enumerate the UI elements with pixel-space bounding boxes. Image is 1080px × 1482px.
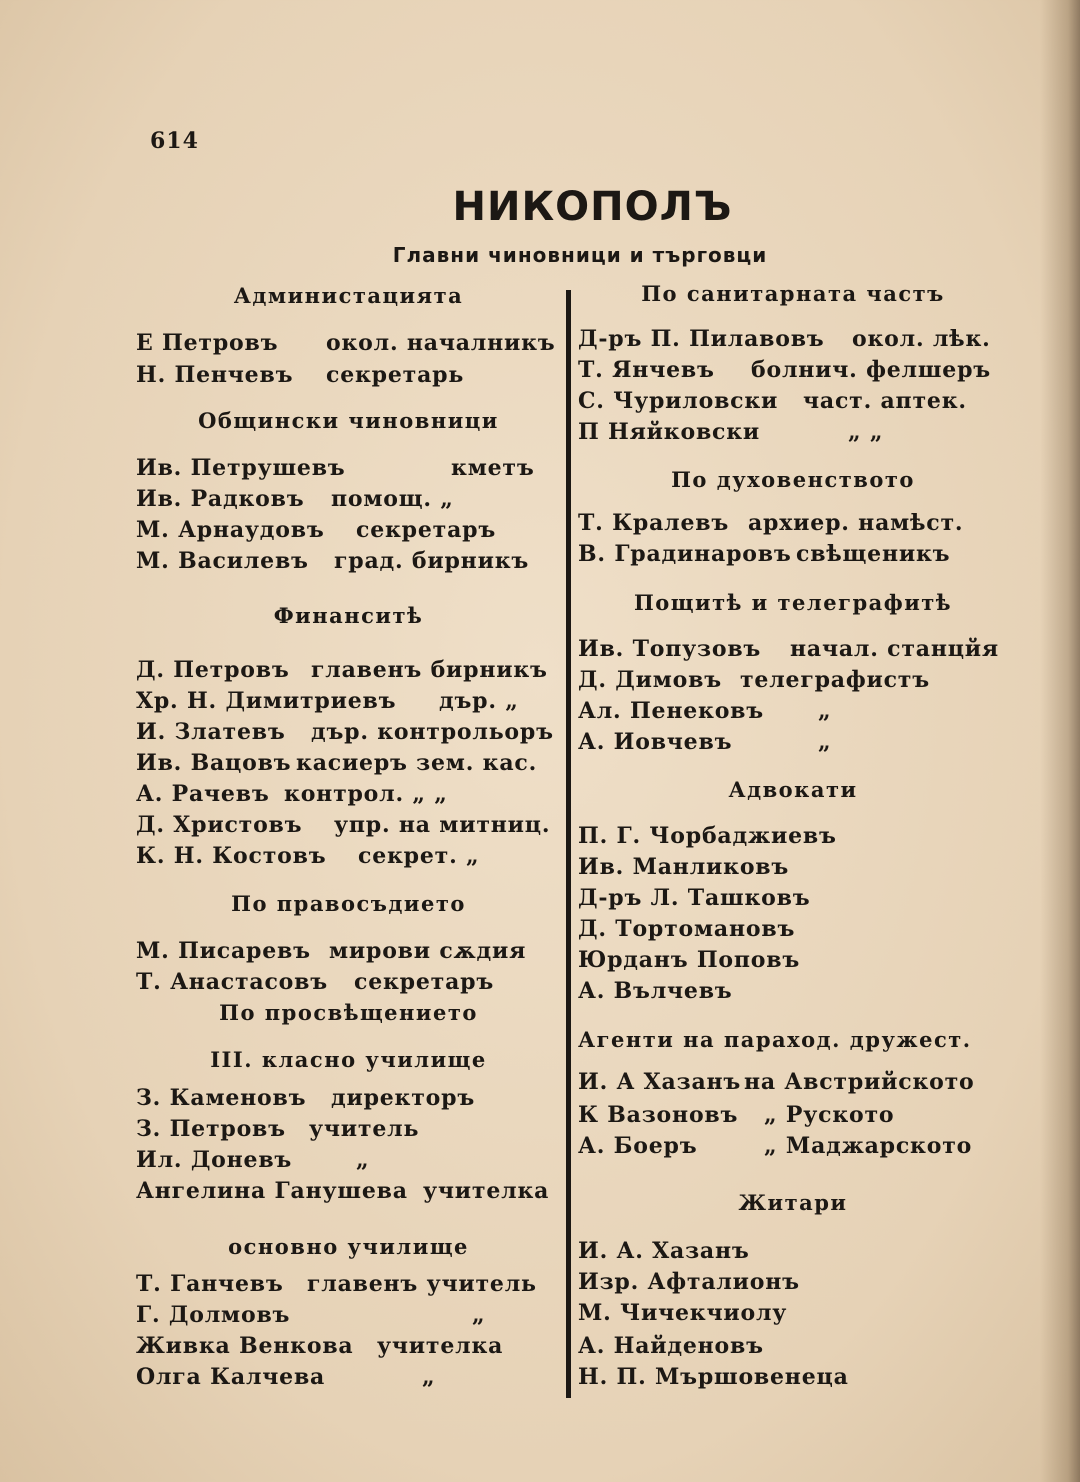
person-role: телеграфистъ xyxy=(740,667,930,693)
section-heading-municipal: Общински чиновници xyxy=(198,408,499,433)
person-name: П. Г. Чорбаджиевъ xyxy=(578,823,837,849)
person-name: Т. Ганчевъ xyxy=(136,1271,284,1297)
list-item xyxy=(136,657,561,687)
person-name: Хр. Н. Димитриевъ xyxy=(136,688,397,714)
person-name: Д-ръ Л. Ташковъ xyxy=(578,885,811,911)
person-name: Д. Димовъ xyxy=(578,667,722,693)
section-heading-grain-merchants: Житари xyxy=(738,1190,848,1215)
person-role: кметъ xyxy=(451,455,535,481)
list-item xyxy=(578,667,1008,697)
column-divider xyxy=(566,290,571,1398)
person-name: Д. Христовъ xyxy=(136,812,303,838)
person-role: архиер. намѣст. xyxy=(748,510,964,536)
section-heading-administration: Администацията xyxy=(233,283,464,308)
list-item xyxy=(578,1333,1008,1363)
person-role: учителка xyxy=(423,1178,550,1204)
person-role: мирови сѫдия xyxy=(329,938,527,964)
person-role: окол. началникъ xyxy=(326,330,556,356)
person-name: Д-ръ П. Пилавовъ xyxy=(578,326,825,352)
person-name: З. Каменовъ xyxy=(136,1085,307,1111)
person-name: И. А. Хазанъ xyxy=(578,1238,750,1264)
person-name: Ив. Манликовъ xyxy=(578,854,790,880)
person-name: М. Василевъ xyxy=(136,548,309,574)
list-item xyxy=(578,419,1008,449)
list-item xyxy=(136,1178,561,1208)
person-name: К. Н. Костовъ xyxy=(136,843,327,869)
person-name: М. Арнаудовъ xyxy=(136,517,325,543)
person-name: С. Чуриловски xyxy=(578,388,779,414)
list-item xyxy=(136,517,561,547)
person-role: „ xyxy=(472,1302,486,1328)
person-name: И. Златевъ xyxy=(136,719,286,745)
person-role: директоръ xyxy=(331,1085,476,1111)
section-heading-lawyers: Адвокати xyxy=(728,777,858,802)
person-name: А. Рачевъ xyxy=(136,781,270,807)
person-role: „ xyxy=(422,1364,436,1390)
person-name: Ив. Петрушевъ xyxy=(136,455,346,481)
person-role: секретаръ xyxy=(356,517,497,543)
list-item xyxy=(136,1085,561,1115)
person-name: Н. Пенчевъ xyxy=(136,362,294,388)
list-item xyxy=(578,916,1008,946)
person-role: свѣщеникъ xyxy=(796,541,951,567)
list-item xyxy=(136,1147,561,1177)
person-name: Юрданъ Поповъ xyxy=(578,947,801,973)
person-role: град. бирникъ xyxy=(334,548,530,574)
list-item xyxy=(578,1133,1008,1163)
person-name: Д. Петровъ xyxy=(136,657,290,683)
person-name: Олга Калчева xyxy=(136,1364,326,1390)
list-item xyxy=(578,357,1008,387)
person-name: Т. Кралевъ xyxy=(578,510,730,536)
person-name: Ив. Вацовъ xyxy=(136,750,292,776)
section-heading-sanitary: По санитарната частъ xyxy=(641,281,945,306)
section-heading-clergy: По духовенството xyxy=(671,467,915,492)
list-item xyxy=(578,698,1008,728)
person-name: А. Найденовъ xyxy=(578,1333,764,1359)
person-role: учитель xyxy=(309,1116,420,1142)
section-heading-education: По просвѣщението xyxy=(219,1000,478,1025)
list-item xyxy=(136,719,561,749)
person-name: Т. Янчевъ xyxy=(578,357,715,383)
person-role: секрет. „ xyxy=(358,843,480,869)
person-role: „ xyxy=(356,1147,370,1173)
person-name: Т. Анастасовъ xyxy=(136,969,328,995)
person-role: помощ. „ xyxy=(331,486,454,512)
person-name: Ив. Радковъ xyxy=(136,486,305,512)
list-item xyxy=(136,1302,561,1332)
list-item xyxy=(578,1364,1008,1394)
person-name: Изр. Афталионъ xyxy=(578,1269,800,1295)
person-role: „ „ xyxy=(848,419,884,445)
person-name: Г. Долмовъ xyxy=(136,1302,291,1328)
person-role: секретаръ xyxy=(354,969,495,995)
person-role: на Австрийското xyxy=(744,1069,975,1095)
person-role: „ xyxy=(818,729,832,755)
person-role: касиеръ зем. кас. xyxy=(296,750,538,776)
list-item xyxy=(136,812,561,842)
person-role: учителка xyxy=(377,1333,504,1359)
list-item xyxy=(578,823,1008,853)
person-role: част. аптек. xyxy=(803,388,967,414)
person-name: Д. Тортомановъ xyxy=(578,916,796,942)
person-role: дър. „ xyxy=(439,688,519,714)
list-item xyxy=(578,541,1008,571)
page-number: 614 xyxy=(150,128,199,154)
person-name: Ал. Пенековъ xyxy=(578,698,764,724)
list-item xyxy=(578,510,1008,540)
person-name: А. Иовчевъ xyxy=(578,729,733,755)
list-item xyxy=(578,978,1008,1008)
person-name: П Няйковски xyxy=(578,419,761,445)
list-item xyxy=(578,388,1008,418)
page-title: НИКОПОЛЪ xyxy=(452,184,733,230)
list-item xyxy=(136,1333,561,1363)
person-name: М. Писаревъ xyxy=(136,938,311,964)
list-item xyxy=(578,1238,1008,1268)
person-name: А. Боеръ xyxy=(578,1133,698,1159)
person-role: главенъ учитель xyxy=(307,1271,537,1297)
list-item xyxy=(136,750,561,780)
person-name: А. Вълчевъ xyxy=(578,978,733,1004)
person-name: И. А Хазанъ xyxy=(578,1069,742,1095)
person-name: Н. П. Мършовенеца xyxy=(578,1364,849,1390)
list-item xyxy=(578,326,1008,356)
list-item xyxy=(578,1300,1008,1330)
list-item xyxy=(136,1116,561,1146)
person-role: дър. контрольоръ xyxy=(311,719,554,745)
section-heading-post-telegraph: Пощитѣ и телеграфитѣ xyxy=(633,590,953,615)
list-item xyxy=(136,548,561,578)
list-item xyxy=(136,362,561,392)
section-heading-primary-school: основно училище xyxy=(228,1234,469,1259)
list-item xyxy=(136,843,561,873)
list-item xyxy=(578,1069,1008,1099)
person-role: начал. станцйя xyxy=(790,636,999,662)
page-subtitle: Главни чиновници и търговци xyxy=(392,243,768,267)
list-item xyxy=(136,688,561,718)
list-item xyxy=(578,885,1008,915)
section-heading-finance: Финанситѣ xyxy=(273,603,424,628)
person-role: главенъ бирникъ xyxy=(311,657,548,683)
person-role: окол. лѣк. xyxy=(852,326,991,352)
list-item xyxy=(136,781,561,811)
person-name: В. Градинаровъ xyxy=(578,541,792,567)
person-name: З. Петровъ xyxy=(136,1116,286,1142)
list-item xyxy=(578,947,1008,977)
person-name: Ив. Топузовъ xyxy=(578,636,762,662)
section-heading-shipping-agents: Агенти на параход. дружест. xyxy=(578,1027,972,1052)
person-name: К Вазоновъ xyxy=(578,1102,739,1128)
list-item xyxy=(578,729,1008,759)
person-name: Ил. Доневъ xyxy=(136,1147,293,1173)
list-item xyxy=(578,1102,1008,1132)
list-item xyxy=(136,938,561,968)
person-name: Ангелина Ганушева xyxy=(136,1178,408,1204)
person-role: упр. на митниц. xyxy=(334,812,551,838)
person-name: Живка Венкова xyxy=(136,1333,354,1359)
list-item xyxy=(136,1364,561,1394)
list-item xyxy=(136,1271,561,1301)
list-item xyxy=(136,486,561,516)
list-item xyxy=(578,636,1008,666)
person-name: Е Петровъ xyxy=(136,330,279,356)
person-role: секретарь xyxy=(326,362,465,388)
person-role: болнич. фелшеръ xyxy=(751,357,991,383)
person-name: М. Чичекчиолу xyxy=(578,1300,788,1326)
section-heading-justice: По правосъдието xyxy=(231,891,466,916)
person-role: „ Маджарското xyxy=(764,1133,973,1159)
list-item xyxy=(578,1269,1008,1299)
list-item xyxy=(136,969,561,999)
list-item xyxy=(578,854,1008,884)
list-item xyxy=(136,330,561,360)
person-role: „ xyxy=(818,698,832,724)
person-role: „ Руското xyxy=(764,1102,895,1128)
person-role: контрол. „ „ xyxy=(284,781,448,807)
section-subheading-school: III. класно училище xyxy=(210,1047,487,1072)
list-item xyxy=(136,455,561,485)
